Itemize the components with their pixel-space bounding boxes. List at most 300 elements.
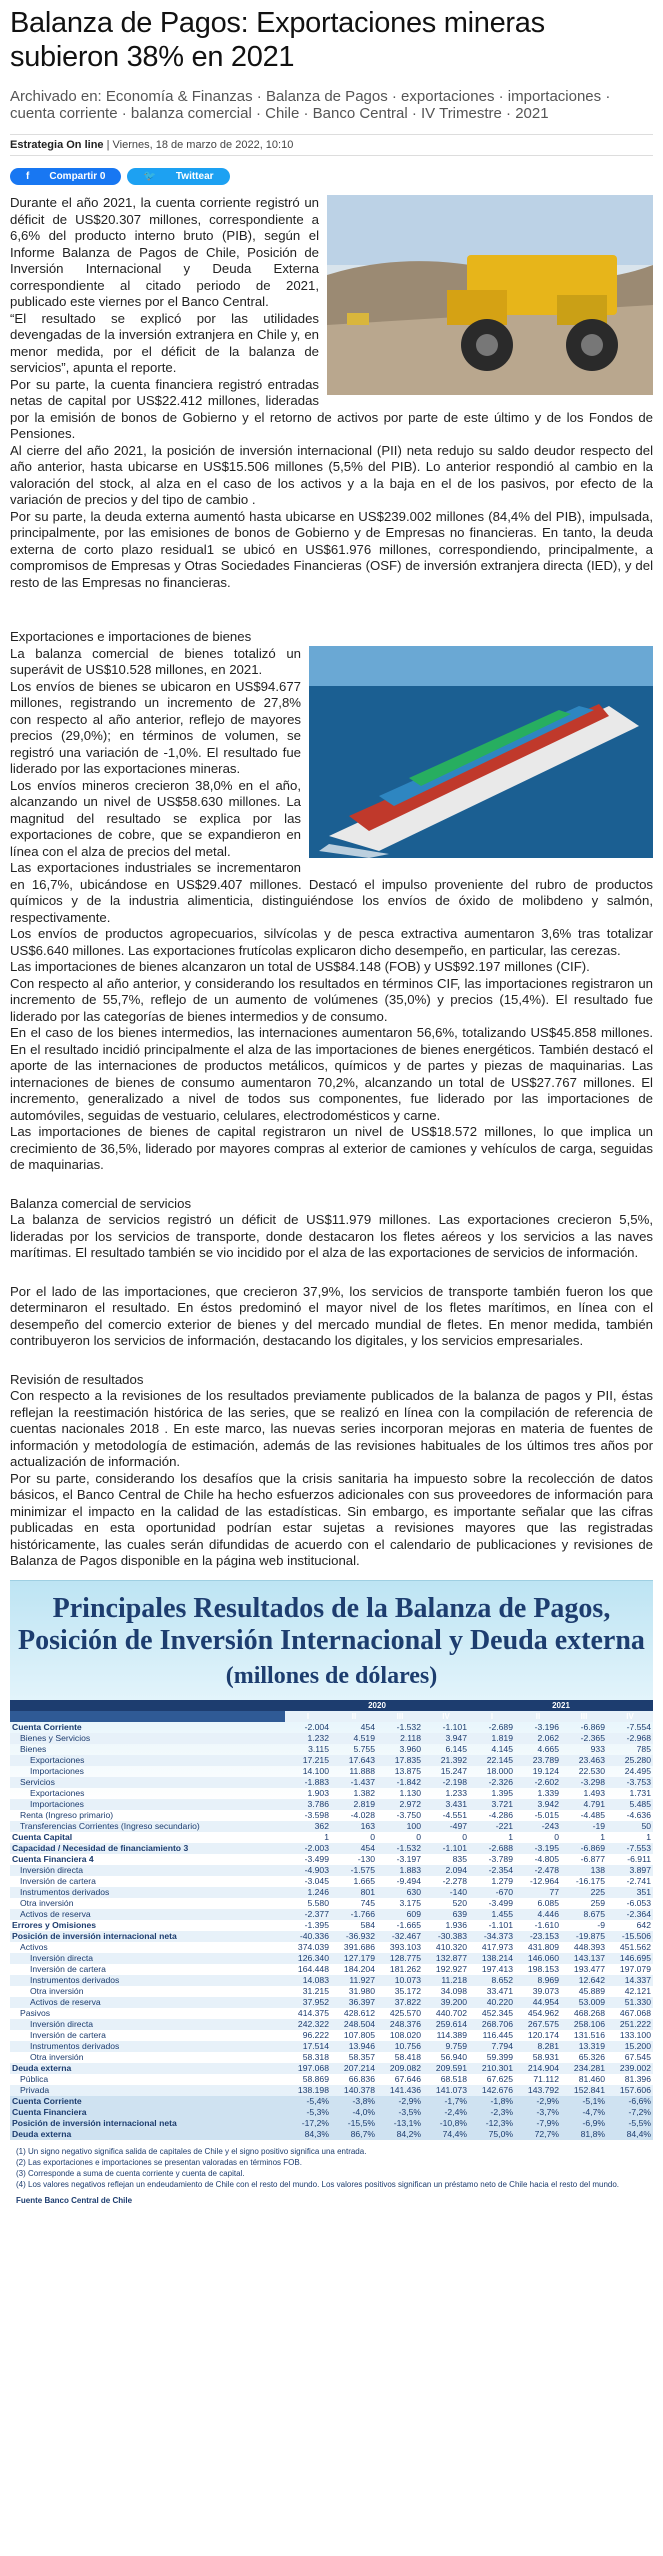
table-cell: 116.445 — [482, 2029, 513, 2040]
row-label: Capacidad / Necesidad de financiamiento 3 — [10, 1843, 285, 1854]
infographic-title-line2: Posición de Inversión Internacional y Deuda externa — [18, 1624, 645, 1656]
row-label: Pasivos — [20, 2007, 51, 2018]
table-cell: 68.518 — [440, 2073, 467, 2084]
table-cell: -7,2% — [607, 2107, 653, 2118]
archive-tags: Archivado en: Economía & Finanzas · Balanza de Pagos · exportaciones · importaciones · cuenta corriente · balanza comercial · Chile · Banco Central · IV Trimestre · 2021 — [10, 88, 611, 122]
table-cell: -5,5% — [607, 2118, 653, 2129]
table-cell: 58.869 — [302, 2073, 329, 2084]
table-cell: 39.200 — [423, 1997, 469, 2008]
table-cell: -2.968 — [607, 1733, 653, 1744]
table-cell: -4.286 — [488, 1809, 513, 1820]
table-cell: -2.198 — [423, 1777, 469, 1788]
table-row — [10, 1832, 653, 1843]
table-cell: 51.330 — [607, 1997, 653, 2008]
row-label: Bienes — [20, 1743, 47, 1754]
table-cell: -10,8% — [423, 2118, 469, 2129]
table-cell: 127.179 — [331, 1953, 377, 1964]
table-row — [10, 2085, 653, 2096]
table-row — [10, 1733, 653, 1744]
paragraph: Por su parte, considerando los desafíos que la crisis sanitaria ha impuesto sobre la recolección de datos básicos, el Banco Central de Chile ha hecho esfuerzos adicionales con sus proveedores de información para minimizar el impacto en la calidad de las estadísticas. Sin embargo, es importante señalar que las cifras publicadas en esta oportunidad podrían estar sujetas a revisiones mayores que las registradas históricamente, las cuales serán difundidas de acuerdo con el calendario de publicaciones y revisiones de Balanza de Pagos disponible en la página web institucional. — [10, 1470, 653, 1568]
table-row — [10, 1942, 653, 1953]
table-row — [10, 2118, 653, 2129]
row-label: Cuenta Corriente — [12, 1721, 82, 1732]
table-cell: 133.100 — [619, 2029, 651, 2040]
paragraph: Con respecto al año anterior, y considerando los resultados en términos CIF, las importaciones registraron un incremento de 55,7%, reflejo de un aumento de volúmenes (35,0%) y precios (15,4%). El resultado fue liderado por las categorías de bienes intermedios y de consumo. — [10, 975, 653, 1024]
table-cell: -4.551 — [442, 1809, 467, 1820]
table-cell: -1.610 — [534, 1919, 559, 1930]
container-ship-image — [309, 646, 653, 858]
table-cell: -2.741 — [626, 1875, 651, 1886]
table-cell: -19 — [561, 1821, 607, 1832]
infographic-subtitle: (millones de dólares) — [225, 1662, 438, 1689]
row-label: Privada — [10, 2085, 285, 2096]
table-cell: 42.121 — [624, 1985, 651, 1996]
table-cell: -34.373 — [469, 1931, 515, 1942]
table-cell: -3.753 — [607, 1777, 653, 1788]
table-row — [10, 1975, 653, 1986]
table-cell: 58.931 — [532, 2051, 559, 2062]
table-cell: 81.396 — [624, 2073, 651, 2084]
quarter-header: I — [285, 1711, 331, 1722]
table-cell: 454 — [331, 1843, 377, 1854]
table-cell: 33.471 — [486, 1985, 513, 1996]
table-cell: 19.124 — [532, 1765, 559, 1776]
table-cell: 467.068 — [619, 2007, 651, 2018]
table-cell: 1.455 — [469, 1909, 515, 1920]
table-cell: 126.340 — [285, 1953, 331, 1964]
table-row — [10, 1854, 653, 1865]
table-cell: -1.665 — [396, 1919, 421, 1930]
table-cell: 1.493 — [583, 1787, 605, 1798]
year-header-row — [10, 1700, 653, 1711]
table-cell: -2.326 — [469, 1777, 515, 1788]
table-cell: -3.789 — [488, 1853, 513, 1864]
table-cell: 58.318 — [302, 2051, 329, 2062]
table-cell: 8.652 — [469, 1975, 515, 1986]
quarter-header: I — [469, 1711, 515, 1722]
table-cell: -1.532 — [377, 1843, 423, 1854]
table-cell: -5,4% — [285, 2096, 331, 2107]
table-cell: 451.562 — [619, 1941, 651, 1952]
table-cell: -1.532 — [396, 1721, 421, 1732]
table-cell: -4.636 — [626, 1809, 651, 1820]
table-cell: 1.246 — [285, 1887, 331, 1898]
table-cell: -3,5% — [377, 2107, 423, 2118]
table-cell: 267.575 — [515, 2019, 561, 2030]
table-cell: 58.357 — [348, 2051, 375, 2062]
table-cell: 12.642 — [561, 1975, 607, 1986]
table-cell: -3.196 — [534, 1721, 559, 1732]
infographic-title-line1: Principales Resultados de la Balanza de Pagos, — [52, 1592, 611, 1624]
table-cell: -1.575 — [331, 1865, 377, 1876]
table-cell: 157.606 — [607, 2085, 653, 2096]
row-label: Importaciones — [10, 1799, 285, 1810]
table-cell: 140.378 — [331, 2085, 377, 2096]
row-label: Inversión directa — [10, 1865, 285, 1876]
table-row — [10, 2074, 653, 2085]
table-row — [10, 1887, 653, 1898]
twitter-share-label: Twittear — [175, 171, 214, 182]
table-cell: -4.028 — [350, 1809, 375, 1820]
table-row — [10, 2096, 653, 2107]
row-label: Activos de reserva — [10, 1997, 285, 2008]
table-cell: 234.281 — [561, 2063, 607, 2074]
table-cell: -2.688 — [469, 1843, 515, 1854]
table-cell: 351 — [607, 1887, 653, 1898]
mining-truck-image — [327, 195, 653, 395]
table-cell: 14.083 — [285, 1975, 331, 1986]
table-cell: 15.200 — [607, 2041, 653, 2052]
table-cell: 2.819 — [331, 1799, 377, 1810]
table-cell: 259 — [590, 1897, 605, 1908]
quarter-header: IV — [423, 1711, 469, 1722]
table-row — [10, 1777, 653, 1788]
table-cell: 21.392 — [423, 1755, 469, 1766]
table-cell: -7,9% — [515, 2118, 561, 2129]
table-cell: 10.073 — [377, 1975, 423, 1986]
table-cell: -9 — [597, 1919, 605, 1930]
table-cell: -12,3% — [469, 2118, 515, 2129]
paragraph: Los envíos de bienes se ubicaron en US$94.677 millones, registrando un incremento de 27,8% con respecto al año anterior, reflejo de mayores precios (29,0%); en términos de volumen, se registró una variación de -1,0%. El resultado fue liderado por las exportaciones mineras. — [10, 678, 301, 776]
table-cell: 107.805 — [343, 2029, 375, 2040]
table-cell: 259.614 — [423, 2019, 469, 2030]
row-label: Bienes y Servicios — [10, 1733, 285, 1744]
table-cell: 630 — [377, 1887, 423, 1898]
table-cell: 9.759 — [423, 2041, 469, 2052]
table-cell: 374.039 — [297, 1941, 329, 1952]
table-cell: 36.397 — [331, 1997, 377, 2008]
table-row — [10, 2030, 653, 2041]
table-row — [10, 1744, 653, 1755]
infographic-source: Fuente Banco Central de Chile — [16, 2195, 133, 2205]
table-cell: 5.485 — [607, 1799, 653, 1810]
table-row — [10, 1788, 653, 1799]
table-cell: 933 — [590, 1743, 605, 1754]
table-cell: 1 — [324, 1831, 329, 1842]
table-cell: 214.904 — [515, 2063, 561, 2074]
table-row — [10, 1821, 653, 1832]
table-cell: 3.960 — [399, 1743, 421, 1754]
table-cell: 24.495 — [624, 1765, 651, 1776]
table-cell: 197.079 — [619, 1963, 651, 1974]
table-cell: 2.062 — [515, 1733, 561, 1744]
table-row — [10, 1865, 653, 1876]
table-cell: 7.794 — [469, 2041, 515, 2052]
table-cell: -6.053 — [626, 1897, 651, 1908]
table-row — [10, 1997, 653, 2008]
table-cell: 67.646 — [394, 2073, 421, 2084]
table-cell: -6.869 — [580, 1721, 605, 1732]
table-cell: 3.786 — [285, 1799, 331, 1810]
table-cell: 393.103 — [389, 1941, 421, 1952]
table-cell: -19.875 — [561, 1931, 607, 1942]
table-cell: 6.145 — [445, 1743, 467, 1754]
table-cell: -1.101 — [488, 1919, 513, 1930]
table-cell: 425.570 — [389, 2007, 421, 2018]
table-row — [10, 2008, 653, 2019]
table-cell: 59.399 — [486, 2051, 513, 2062]
table-row — [10, 1722, 653, 1733]
table-cell: -4,7% — [561, 2107, 607, 2118]
table-cell: 5.580 — [307, 1897, 329, 1908]
table-cell: -7.554 — [626, 1721, 651, 1732]
table-cell: 4.145 — [491, 1743, 513, 1754]
table-cell: -16.175 — [575, 1875, 605, 1886]
table-row — [10, 1766, 653, 1777]
table-cell: 1.731 — [629, 1787, 651, 1798]
facebook-share-button[interactable] — [10, 168, 121, 185]
paragraph: La balanza de servicios registró un déficit de US$11.979 millones. Las exportaciones crecieron 5,5%, lideradas por los servicios de transporte, donde destacaron los fletes aéreos y los servicios a las naves marítimas. El resultado también se vio incidido por el alza de las exportaciones de servicios de información. — [10, 1212, 653, 1260]
table-cell: 3.115 — [308, 1743, 329, 1754]
paragraph: En el caso de los bienes intermedios, las internaciones aumentaron 56,6%, totalizando US$45.858 millones. En el resultado incidió principalmente el alza de las importaciones de bienes energéticos. También destacó el aporte de las internaciones de productos metálicos, químicos y de partes y piezas de maquinarias. Las internaciones de bienes de consumo aumentaron 70,2%, alcanzando un total de US$27.767 millones. El incremento, generalizado a nivel de todos sus componentes, fue liderado por las importaciones de automóviles, seguidas de vestuario, celulares, electrodomésticos y carne. — [10, 1025, 653, 1123]
row-label: Renta (Ingreso primario) — [20, 1809, 114, 1820]
table-cell: -3.499 — [304, 1853, 329, 1864]
row-label: Transferencias Corrientes (Ingreso secundario) — [10, 1821, 285, 1832]
table-cell: 81.460 — [578, 2073, 605, 2084]
paragraph: Por su parte, la cuenta financiera registró entradas netas de capital por US$22.412 millones, lideradas por la emisión de bonos de Gobierno y el retorno de activos por parte de este último y de los Fondos de Pensiones. — [10, 376, 653, 441]
table-cell: -9.494 — [396, 1875, 421, 1886]
table-cell: 0 — [370, 1831, 375, 1842]
paragraph: Las importaciones de bienes alcanzaron un total de US$84.148 (FOB) y US$92.197 millones (CIF). — [10, 959, 590, 974]
table-cell: 74,4% — [423, 2129, 469, 2140]
row-label: Inversión de cartera — [30, 1963, 106, 1974]
table-cell: 11.888 — [349, 1765, 375, 1776]
row-label: Cuenta Capital — [12, 1831, 73, 1842]
row-label: Servicios — [10, 1777, 285, 1788]
table-cell: 207.214 — [331, 2063, 377, 2074]
row-label: Instrumentos derivados — [10, 1887, 285, 1898]
table-cell: 138.214 — [469, 1953, 515, 1964]
table-cell: -3,7% — [515, 2107, 561, 2118]
quarter-header: IV — [607, 1711, 653, 1722]
table-cell: 77 — [515, 1887, 561, 1898]
table-cell: 108.020 — [389, 2029, 421, 2040]
table-cell: 3.431 — [423, 1799, 469, 1810]
table-cell: -2.478 — [515, 1865, 561, 1876]
table-cell: 0 — [462, 1831, 467, 1842]
balance-of-payments-infographic — [10, 1580, 653, 2428]
table-row — [10, 2041, 653, 2052]
table-cell: 131.516 — [573, 2029, 605, 2040]
share-bar — [10, 168, 653, 185]
paragraph: Al cierre del año 2021, la posición de inversión internacional (PII) neta redujo su saldo deudor respecto del año anterior, hasta ubicarse en US$15.506 millones (5,5% del PIB). Lo anterior respondió al cambio en la valoración del stock, al alza en el caso de los activos y a la baja en el de los pasivos, por efecto de la variación de precios y del tipo de cambio . — [10, 442, 653, 507]
row-label: Instrumentos derivados — [10, 1975, 285, 1986]
table-cell: 164.448 — [297, 1963, 329, 1974]
table-cell: 84,3% — [285, 2129, 331, 2140]
table-row — [10, 1876, 653, 1887]
table-cell: 56.940 — [440, 2051, 467, 2062]
table-cell: 31.215 — [302, 1985, 329, 1996]
table-cell: 0 — [416, 1831, 421, 1842]
note: (4) Los valores negativos reflejan un endeudamiento de Chile con el resto del mundo. Los valores positivos significan un préstamo neto de Chile hacia el resto del mundo. — [16, 2179, 620, 2189]
table-cell: -17,2% — [285, 2118, 331, 2129]
row-label: Inversión directa — [10, 2019, 285, 2030]
table-row — [10, 2019, 653, 2030]
article-date: Viernes, 18 de marzo de 2022, 10:10 — [112, 139, 294, 151]
paragraph: Los envíos mineros crecieron 38,0% en el año, alcanzando un nivel de US$58.630 millones. La magnitud del resultado se explica por las exportaciones de cobre, que se expandieron en línea con el alza de precios del metal. — [10, 777, 301, 859]
table-cell: -3.499 — [488, 1897, 513, 1908]
table-cell: -2,3% — [469, 2107, 515, 2118]
paragraph: Por su parte, la deuda externa aumentó hasta ubicarse en US$239.002 millones (84,4% del PIB), impulsada, principalmente, por las emisiones de bonos de Gobierno y de Empresas no financieras. En tanto, la deuda externa de corto plazo residual1 se ubicó en US$61.976 millones, correspondiendo, principalmente, a compromisos de Empresas y Otras Sociedades Financieras (OSF) de inversión extranjera directa (IED), y del resto de las Empresas no financieras. — [10, 508, 653, 590]
row-label: Cuenta Financiera — [10, 2107, 285, 2118]
row-label: Otra inversión — [30, 2051, 84, 2062]
table-cell: -2.689 — [488, 1721, 513, 1732]
table-cell: 1.339 — [537, 1787, 559, 1798]
table-cell: -2.278 — [442, 1875, 467, 1886]
row-label: Otra inversión — [20, 1897, 74, 1908]
row-label: Pública — [20, 2073, 49, 2084]
table-cell: -7.553 — [607, 1843, 653, 1854]
paragraph: Las importaciones de bienes de capital registraron un nivel de US$18.572 millones, lo que implica un crecimiento de 36,5%, liderado por mayores compras al exterior de camiones y vehículos de carga, seguidas de maquinarias. — [10, 1124, 653, 1172]
row-label: Posición de inversión internacional neta — [10, 1931, 285, 1942]
row-label: Posición de inversión internacional neta — [10, 2118, 285, 2129]
row-label: Deuda externa — [10, 2129, 285, 2140]
table-cell: -13,1% — [377, 2118, 423, 2129]
paragraph: Por el lado de las importaciones, que crecieron 37,9%, los servicios de transporte también fueron los que determinaron el resultado. En éstos predominó el mayor nivel de los fletes marítimos, en línea con el desempeño del comercio exterior de bienes y del mercado mundial de fletes. En menor medida, también contribuyeron los servicios de información, destacando los digitales, y los servicios empresariales. — [10, 1283, 653, 1348]
table-cell: -5.015 — [534, 1809, 559, 1820]
table-cell: 84,4% — [607, 2129, 653, 2140]
table-cell: 81,8% — [561, 2129, 607, 2140]
table-cell: -2.003 — [285, 1843, 331, 1854]
table-cell: -221 — [469, 1821, 515, 1832]
table-cell: 146.060 — [515, 1953, 561, 1964]
table-cell: 15.247 — [440, 1765, 467, 1776]
table-cell: 448.393 — [573, 1941, 605, 1952]
table-cell: 835 — [452, 1853, 467, 1864]
table-cell: 642 — [636, 1919, 651, 1930]
table-cell: 1.819 — [469, 1733, 515, 1744]
table-cell: 181.262 — [389, 1963, 421, 1974]
row-label: Exportaciones — [30, 1787, 85, 1798]
table-cell: 146.695 — [607, 1953, 653, 1964]
quarter-header-row — [10, 1711, 653, 1722]
table-row — [10, 1986, 653, 1997]
table-row — [10, 1843, 653, 1854]
table-cell: 14.337 — [607, 1975, 653, 1986]
table-cell: 210.301 — [469, 2063, 515, 2074]
table-cell: 17.215 — [285, 1755, 331, 1766]
table-cell: -2.377 — [285, 1909, 331, 1920]
table-cell: 71.112 — [533, 2073, 559, 2084]
table-row — [10, 1755, 653, 1766]
table-cell: -1.766 — [331, 1909, 377, 1920]
table-cell: -4.805 — [534, 1853, 559, 1864]
table-cell: 138 — [561, 1865, 607, 1876]
table-row — [10, 1909, 653, 1920]
table-row — [10, 1799, 653, 1810]
quarter-header: III — [377, 1711, 423, 1722]
table-cell: 801 — [331, 1887, 377, 1898]
table-cell: 72,7% — [515, 2129, 561, 2140]
row-label: Inversión de cartera — [20, 1875, 96, 1886]
table-cell: -32.467 — [377, 1931, 423, 1942]
table-cell: -670 — [469, 1887, 515, 1898]
table-cell: 362 — [285, 1821, 331, 1832]
table-cell: 225 — [561, 1887, 607, 1898]
row-label: Instrumentos derivados — [10, 2041, 285, 2052]
table-cell: 198.153 — [527, 1963, 559, 1974]
table-cell: 209.591 — [423, 2063, 469, 2074]
table-cell: -5,1% — [561, 2096, 607, 2107]
table-cell: 84,2% — [377, 2129, 423, 2140]
table-cell: 1.382 — [353, 1787, 375, 1798]
table-cell: 17.643 — [331, 1755, 377, 1766]
table-cell: 31.980 — [348, 1985, 375, 1996]
table-cell: 138.198 — [285, 2085, 331, 2096]
table-cell: 1 — [508, 1831, 513, 1842]
table-cell: 100 — [377, 1821, 423, 1832]
table-cell: 22.530 — [578, 1765, 605, 1776]
table-cell: 184.204 — [343, 1963, 375, 1974]
table-cell: 468.268 — [573, 2007, 605, 2018]
table-cell: 431.809 — [527, 1941, 559, 1952]
table-cell: 163 — [331, 1821, 377, 1832]
table-cell: 96.222 — [302, 2029, 329, 2040]
table-cell: -1.842 — [377, 1777, 423, 1788]
year-header: 2020 — [285, 1700, 469, 1711]
table-cell: 192.927 — [435, 1963, 467, 1974]
table-cell: 3.175 — [399, 1897, 421, 1908]
table-cell: -2,4% — [423, 2107, 469, 2118]
table-cell: 428.612 — [343, 2007, 375, 2018]
table-cell: 197.068 — [285, 2063, 331, 2074]
table-cell: -1.101 — [442, 1721, 467, 1732]
twitter-icon: 🐦 — [143, 171, 156, 182]
table-cell: -3.045 — [304, 1875, 329, 1886]
table-cell: 45.889 — [578, 1985, 605, 1996]
table-cell: 17.835 — [377, 1755, 423, 1766]
table-cell: -23.153 — [515, 1931, 561, 1942]
table-cell: 410.320 — [435, 1941, 467, 1952]
table-cell: -1.101 — [423, 1843, 469, 1854]
table-cell: -4.903 — [285, 1865, 331, 1876]
quarter-header: III — [561, 1711, 607, 1722]
table-cell: 132.877 — [423, 1953, 469, 1964]
table-cell: 1.233 — [445, 1787, 467, 1798]
table-cell: 65.326 — [578, 2051, 605, 2062]
table-cell: -1.437 — [331, 1777, 377, 1788]
table-cell: 745 — [360, 1897, 375, 1908]
table-cell: -36.932 — [331, 1931, 377, 1942]
table-cell: 114.389 — [436, 2029, 467, 2040]
table-cell: 23.789 — [515, 1755, 561, 1766]
table-cell: -130 — [357, 1853, 375, 1864]
table-cell: -15.506 — [607, 1931, 653, 1942]
facebook-icon: f — [26, 171, 30, 182]
twitter-share-button[interactable] — [127, 168, 229, 185]
table-cell: -2.354 — [469, 1865, 515, 1876]
table-cell: 4.665 — [537, 1743, 559, 1754]
table-cell: 40.220 — [469, 1997, 515, 2008]
row-label: Errores y Omisiones — [12, 1919, 97, 1930]
table-row — [10, 1964, 653, 1975]
table-cell: 13.319 — [561, 2041, 607, 2052]
table-cell: -30.383 — [423, 1931, 469, 1942]
table-row — [10, 2052, 653, 2063]
table-cell: 142.676 — [469, 2085, 515, 2096]
row-label: Exportaciones — [10, 1755, 285, 1766]
table-cell: 50 — [607, 1821, 653, 1832]
table-cell: 239.002 — [607, 2063, 653, 2074]
table-cell: 143.137 — [561, 1953, 607, 1964]
table-cell: 251.222 — [607, 2019, 653, 2030]
table-cell: -6,6% — [607, 2096, 653, 2107]
table-cell: 8.281 — [515, 2041, 561, 2052]
table-cell: 3.947 — [423, 1733, 469, 1744]
table-cell: 4.446 — [515, 1909, 561, 1920]
table-cell: -6.869 — [561, 1843, 607, 1854]
table-cell: 248.504 — [331, 2019, 377, 2030]
